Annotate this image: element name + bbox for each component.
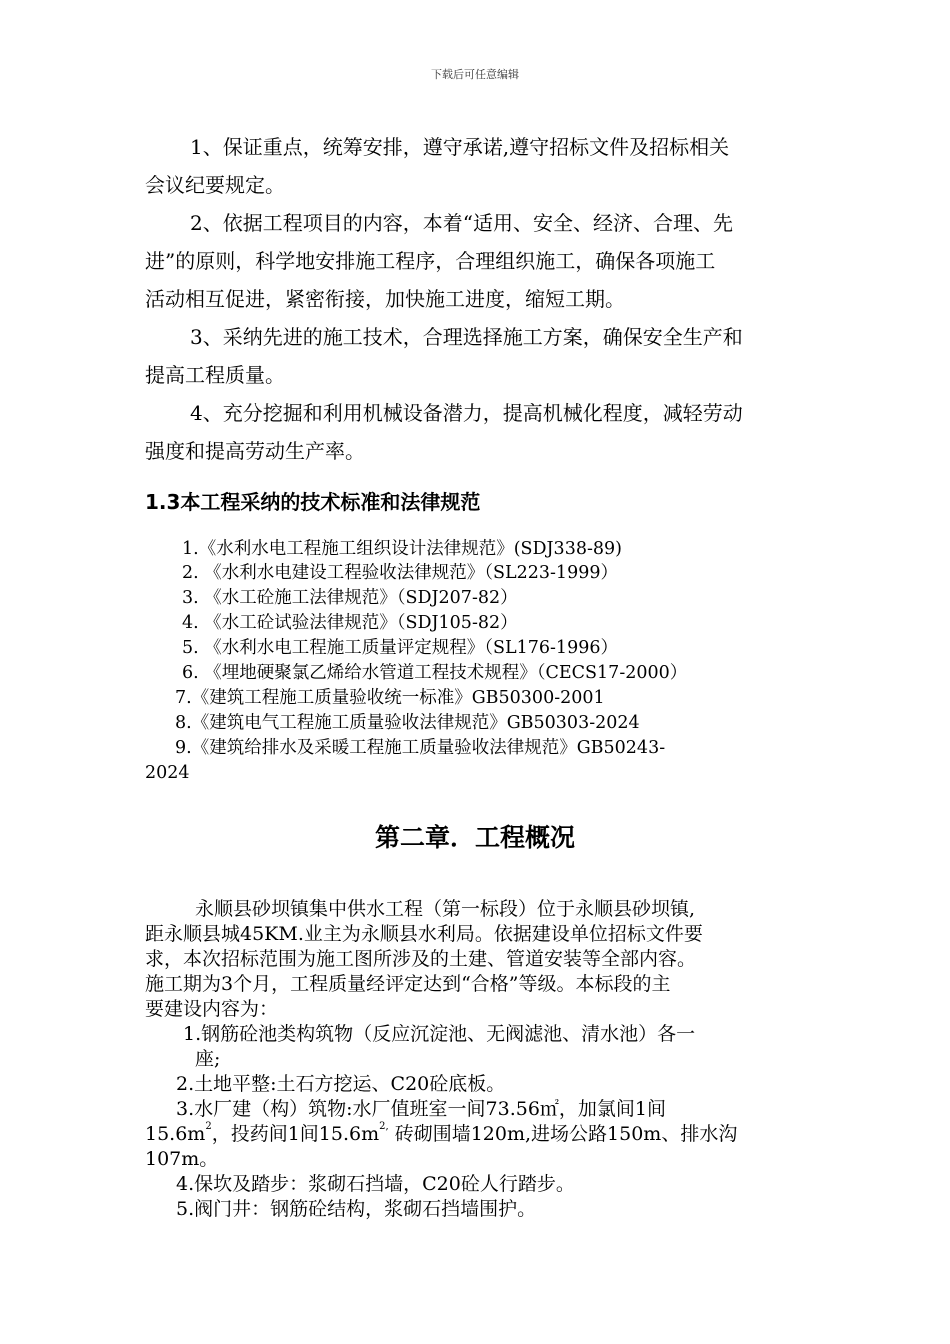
overview-line: 永顺县砂坝镇集中供水工程（第一标段）位于永顺县砂坝镇,	[195, 898, 696, 920]
standard-item: 4. 《水工砼试验法律规范》（SDJ105-82）	[182, 613, 518, 633]
content-item-1-cont: 座;	[195, 1048, 221, 1070]
principle-2	[145, 204, 810, 318]
content-item-2: 2.土地平整:土石方挖运、C20砼底板。	[176, 1073, 506, 1095]
overview-line: 求，本次招标范围为施工图所涉及的土建、管道安装等全部内容。	[145, 948, 697, 970]
standard-item-continued: 2024	[145, 763, 190, 783]
principle-4	[145, 394, 810, 470]
content-item-3: 3.水厂建（构）筑物:水厂值班室一间73.56㎡，加氯间1间	[176, 1098, 667, 1120]
standard-item: 8.《建筑电气工程施工质量验收法律规范》GB50303-2024	[175, 713, 640, 733]
principle-4-line-1: 4、充分挖掘和利用机械设备潜力，提高机械化程度，减轻劳动	[190, 401, 743, 425]
overview-line: 要建设内容为：	[145, 998, 279, 1020]
content-item-4: 4.保坎及踏步：浆砌石挡墙，C20砼人行踏步。	[176, 1173, 575, 1195]
section-title: 1.3本工程采纳的技术标准和法律规范	[145, 490, 481, 514]
principle-2-line-2: 进”的原则，科学地安排施工程序，合理组织施工，确保各项施工	[145, 249, 716, 273]
principle-4-line-2: 强度和提高劳动生产率。	[145, 439, 365, 463]
standard-item: 5. 《水利水电工程施工质量评定规程》（SL176-1996）	[182, 638, 618, 658]
content-item-3-cont: $15.6m^2$，投药间1间$15.6m^{2,}$ 砖砌围墙120m,进场公路150m、排水沟	[145, 1121, 738, 1145]
principle-1-line-2: 会议纪要规定。	[145, 173, 285, 197]
standard-item: 3. 《水工砼施工法律规范》（SDJ207-82）	[182, 588, 518, 608]
chapter-title: 第二章．工程概况	[374, 823, 575, 852]
content-item-3-cont2: 107m。	[145, 1148, 219, 1170]
principle-1-line-1: 1、保证重点，统筹安排，遵守承诺,遵守招标文件及招标相关	[190, 135, 730, 159]
principle-3-line-2: 提高工程质量。	[145, 363, 285, 387]
principle-3-line-1: 3、采纳先进的施工技术，合理选择施工方案，确保安全生产和	[190, 325, 743, 349]
principle-2-line-3: 活动相互促进，紧密衔接，加快施工进度，缩短工期。	[145, 287, 625, 311]
content-item-5: 5.阀门井：钢筋砼结构，浆砌石挡墙围护。	[176, 1198, 537, 1220]
standard-item: 1.《水利水电工程施工组织设计法律规范》(SDJ338-89)	[182, 539, 622, 559]
standard-item: 2. 《水利水电建设工程验收法律规范》（SL223-1999）	[182, 563, 618, 583]
page-header: 下载后可任意编辑	[431, 68, 519, 81]
principle-2-line-1: 2、依据工程项目的内容，本着“适用、安全、经济、合理、先	[190, 211, 733, 235]
overview-line: 距永顺县城45KM.业主为永顺县水利局。依据建设单位招标文件要	[145, 923, 703, 945]
principle-3	[145, 318, 810, 394]
standard-item: 9.《建筑给排水及采暖工程施工质量验收法律规范》GB50243-	[175, 738, 666, 758]
standard-item: 6. 《埋地硬聚氯乙烯给水管道工程技术规程》（CECS17-2000）	[182, 663, 688, 683]
overview-line: 施工期为3个月，工程质量经评定达到“合格”等级。本标段的主	[145, 973, 671, 995]
standard-item: 7.《建筑工程施工质量验收统一标准》GB50300-2001	[175, 688, 605, 708]
principle-1	[145, 128, 810, 204]
content-item-1: 1.钢筋砼池类构筑物（反应沉淀池、无阀滤池、清水池）各一	[183, 1023, 696, 1045]
